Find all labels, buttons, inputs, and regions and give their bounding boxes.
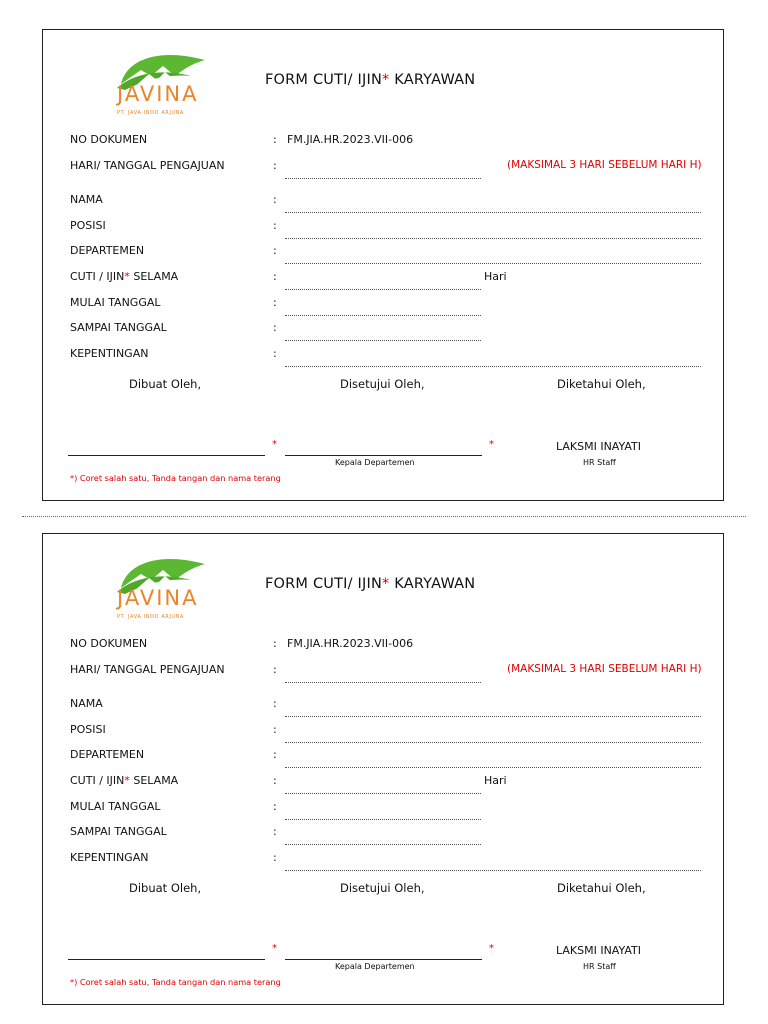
label-no-dokumen: NO DOKUMEN [70, 637, 148, 650]
sampai-tanggal-field[interactable] [285, 844, 481, 845]
colon: : [273, 133, 277, 146]
label-sampai-tanggal: SAMPAI TANGGAL [70, 825, 167, 838]
cut-line-divider [22, 516, 746, 517]
approver-role: Kepala Departemen [335, 458, 415, 467]
colon: : [273, 347, 277, 360]
hr-role: HR Staff [583, 458, 616, 467]
javina-logo [113, 44, 213, 114]
label-kepentingan: KEPENTINGAN [70, 851, 149, 864]
leave-form-copy-1 [42, 29, 724, 501]
max-days-note: (MAKSIMAL 3 HARI SEBELUM HARI H) [507, 159, 702, 171]
label-nama: NAMA [70, 697, 103, 710]
form-title-suffix: KARYAWAN [389, 72, 476, 88]
colon: : [273, 723, 277, 736]
label-sampai-tanggal: SAMPAI TANGGAL [70, 321, 167, 334]
employee-signature-line[interactable] [68, 455, 265, 456]
kepentingan-field[interactable] [285, 366, 701, 367]
leave-form-copy-2 [42, 533, 724, 1005]
javina-logo [113, 548, 213, 618]
cuti-ijin-suffix: SELAMA [129, 774, 179, 787]
cuti-duration-field[interactable] [285, 289, 481, 290]
colon: : [273, 270, 277, 283]
value-no-dokumen: FM.JIA.HR.2023.VII-006 [287, 637, 414, 650]
nama-field[interactable] [285, 212, 701, 213]
required-star: * [124, 270, 130, 283]
unit-hari: Hari [484, 774, 507, 787]
sampai-tanggal-field[interactable] [285, 340, 481, 341]
hr-name: LAKSMI INAYATI [556, 944, 641, 957]
required-star: * [382, 576, 390, 592]
value-no-dokumen: FM.JIA.HR.2023.VII-006 [287, 133, 414, 146]
hari-tanggal-field[interactable] [285, 178, 481, 179]
approver-signature-line[interactable] [285, 959, 482, 960]
approver-signature-line[interactable] [285, 455, 482, 456]
colon: : [273, 663, 277, 676]
colon: : [273, 800, 277, 813]
colon: : [273, 159, 277, 172]
max-days-note: (MAKSIMAL 3 HARI SEBELUM HARI H) [507, 663, 702, 675]
label-departemen: DEPARTEMEN [70, 748, 145, 761]
posisi-field[interactable] [285, 238, 701, 239]
label-posisi: POSISI [70, 723, 106, 736]
cuti-ijin-suffix: SELAMA [129, 270, 179, 283]
logo-subtitle: PT. JAVA INDO ARJUNA [117, 110, 185, 116]
required-star: * [272, 439, 277, 450]
required-star: * [489, 943, 494, 954]
label-mulai-tanggal: MULAI TANGGAL [70, 296, 161, 309]
cuti-ijin-text: CUTI / IJIN [70, 270, 125, 283]
logo-wordmark: JAVINA [117, 82, 199, 106]
label-cuti-ijin [70, 774, 178, 787]
nama-field[interactable] [285, 716, 701, 717]
departemen-field[interactable] [285, 263, 701, 264]
mulai-tanggal-field[interactable] [285, 819, 481, 820]
dibuat-oleh-label: Dibuat Oleh, [129, 377, 202, 391]
colon: : [273, 825, 277, 838]
colon: : [273, 748, 277, 761]
cuti-ijin-text: CUTI / IJIN [70, 774, 125, 787]
colon: : [273, 321, 277, 334]
label-nama: NAMA [70, 193, 103, 206]
colon: : [273, 697, 277, 710]
logo-wordmark: JAVINA [117, 586, 199, 610]
unit-hari: Hari [484, 270, 507, 283]
colon: : [273, 296, 277, 309]
hr-name: LAKSMI INAYATI [556, 440, 641, 453]
dibuat-oleh-label: Dibuat Oleh, [129, 881, 202, 895]
label-posisi: POSISI [70, 219, 106, 232]
form-title-suffix: KARYAWAN [389, 576, 476, 592]
required-star: * [124, 774, 130, 787]
disetujui-oleh-label: Disetujui Oleh, [340, 377, 425, 391]
label-cuti-ijin [70, 270, 178, 283]
form-title-text: FORM CUTI/ IJIN [265, 72, 382, 88]
required-star: * [382, 72, 390, 88]
colon: : [273, 774, 277, 787]
form-title [265, 72, 475, 88]
colon: : [273, 193, 277, 206]
label-hari-tanggal: HARI/ TANGGAL PENGAJUAN [70, 159, 225, 172]
posisi-field[interactable] [285, 742, 701, 743]
required-star: * [489, 439, 494, 450]
label-departemen: DEPARTEMEN [70, 244, 145, 257]
colon: : [273, 244, 277, 257]
form-title [265, 576, 475, 592]
footnote: *) Coret salah satu, Tanda tangan dan nama terang [70, 977, 281, 987]
required-star: * [272, 943, 277, 954]
label-mulai-tanggal: MULAI TANGGAL [70, 800, 161, 813]
mulai-tanggal-field[interactable] [285, 315, 481, 316]
colon: : [273, 851, 277, 864]
departemen-field[interactable] [285, 767, 701, 768]
employee-signature-line[interactable] [68, 959, 265, 960]
colon: : [273, 219, 277, 232]
logo-subtitle: PT. JAVA INDO ARJUNA [117, 614, 185, 620]
colon: : [273, 637, 277, 650]
hari-tanggal-field[interactable] [285, 682, 481, 683]
cuti-duration-field[interactable] [285, 793, 481, 794]
footnote: *) Coret salah satu, Tanda tangan dan nama terang [70, 473, 281, 483]
label-hari-tanggal: HARI/ TANGGAL PENGAJUAN [70, 663, 225, 676]
disetujui-oleh-label: Disetujui Oleh, [340, 881, 425, 895]
diketahui-oleh-label: Diketahui Oleh, [557, 377, 646, 391]
form-title-text: FORM CUTI/ IJIN [265, 576, 382, 592]
label-kepentingan: KEPENTINGAN [70, 347, 149, 360]
kepentingan-field[interactable] [285, 870, 701, 871]
approver-role: Kepala Departemen [335, 962, 415, 971]
diketahui-oleh-label: Diketahui Oleh, [557, 881, 646, 895]
hr-role: HR Staff [583, 962, 616, 971]
label-no-dokumen: NO DOKUMEN [70, 133, 148, 146]
